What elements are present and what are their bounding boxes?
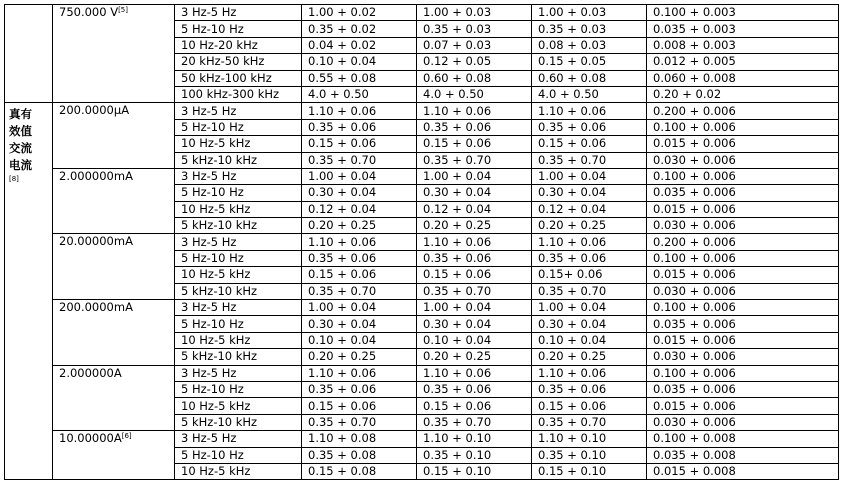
range-label: 2.000000A [59, 365, 122, 380]
temp-coefficient-cell: 0.035 + 0.008 [647, 447, 839, 463]
temp-coefficient-cell: 0.015 + 0.006 [647, 267, 839, 283]
accuracy-1y-cell: 0.35 + 0.70 [532, 283, 647, 299]
table-row [5, 365, 839, 381]
accuracy-24h-cell: 1.00 + 0.04 [302, 168, 417, 184]
accuracy-90d-cell: 0.20 + 0.25 [417, 349, 532, 365]
accuracy-1y-cell: 1.10 + 0.06 [532, 103, 647, 119]
frequency-cell: 5 Hz-10 Hz [175, 447, 302, 463]
accuracy-24h-cell: 0.12 + 0.04 [302, 201, 417, 217]
accuracy-90d-cell: 1.00 + 0.04 [417, 300, 532, 316]
frequency-cell: 3 Hz-5 Hz [175, 234, 302, 250]
accuracy-90d-cell: 1.10 + 0.06 [417, 365, 532, 381]
frequency-cell: 5 kHz-10 kHz [175, 218, 302, 234]
temp-coefficient-cell: 0.060 + 0.008 [647, 70, 839, 86]
accuracy-90d-cell: 0.12 + 0.05 [417, 54, 532, 70]
accuracy-90d-cell: 0.12 + 0.04 [417, 201, 532, 217]
accuracy-90d-cell: 0.15 + 0.06 [417, 398, 532, 414]
category-label-line: 效值 [9, 124, 32, 139]
frequency-cell: 10 Hz-20 kHz [175, 37, 302, 53]
accuracy-24h-cell: 0.10 + 0.04 [302, 332, 417, 348]
accuracy-1y-cell: 0.08 + 0.03 [532, 37, 647, 53]
accuracy-1y-cell: 0.35 + 0.10 [532, 447, 647, 463]
temp-coefficient-cell: 0.035 + 0.006 [647, 381, 839, 397]
accuracy-24h-cell: 0.15 + 0.06 [302, 136, 417, 152]
frequency-cell: 10 Hz-5 kHz [175, 267, 302, 283]
accuracy-1y-cell: 0.35 + 0.70 [532, 414, 647, 430]
temp-coefficient-cell: 0.100 + 0.003 [647, 5, 839, 21]
accuracy-1y-cell: 1.10 + 0.10 [532, 431, 647, 447]
accuracy-90d-cell: 0.07 + 0.03 [417, 37, 532, 53]
accuracy-1y-cell: 0.30 + 0.04 [532, 316, 647, 332]
range-cell [53, 431, 175, 480]
category-cell-blank [5, 5, 53, 103]
accuracy-1y-cell: 0.35 + 0.06 [532, 250, 647, 266]
frequency-cell: 5 Hz-10 Hz [175, 316, 302, 332]
table-row [5, 103, 839, 119]
accuracy-1y-cell: 1.10 + 0.06 [532, 234, 647, 250]
accuracy-90d-cell: 0.35 + 0.10 [417, 447, 532, 463]
accuracy-24h-cell: 1.10 + 0.08 [302, 431, 417, 447]
range-cell [53, 300, 175, 366]
accuracy-90d-cell: 0.35 + 0.70 [417, 414, 532, 430]
temp-coefficient-cell: 0.015 + 0.006 [647, 136, 839, 152]
accuracy-24h-cell: 0.35 + 0.06 [302, 119, 417, 135]
accuracy-1y-cell: 0.30 + 0.04 [532, 185, 647, 201]
temp-coefficient-cell: 0.015 + 0.006 [647, 201, 839, 217]
accuracy-24h-cell: 0.10 + 0.04 [302, 54, 417, 70]
accuracy-24h-cell: 0.35 + 0.70 [302, 414, 417, 430]
table-row [5, 431, 839, 447]
accuracy-90d-cell: 0.60 + 0.08 [417, 70, 532, 86]
range-cell [53, 234, 175, 300]
table-row [5, 5, 839, 21]
temp-coefficient-cell: 0.030 + 0.006 [647, 349, 839, 365]
accuracy-90d-cell: 1.10 + 0.06 [417, 234, 532, 250]
accuracy-90d-cell: 1.10 + 0.06 [417, 103, 532, 119]
frequency-cell: 5 Hz-10 Hz [175, 185, 302, 201]
accuracy-90d-cell: 0.15 + 0.06 [417, 267, 532, 283]
range-label: 750.000 V [59, 5, 119, 19]
temp-coefficient-cell: 0.200 + 0.006 [647, 234, 839, 250]
accuracy-90d-cell: 0.15 + 0.10 [417, 463, 532, 479]
accuracy-24h-cell: 0.20 + 0.25 [302, 349, 417, 365]
range-label: 200.0000μA [59, 103, 130, 118]
accuracy-24h-cell: 1.00 + 0.02 [302, 5, 417, 21]
temp-coefficient-cell: 0.030 + 0.006 [647, 414, 839, 430]
temp-coefficient-cell: 0.100 + 0.006 [647, 300, 839, 316]
frequency-cell: 5 Hz-10 Hz [175, 119, 302, 135]
frequency-cell: 10 Hz-5 kHz [175, 136, 302, 152]
accuracy-1y-cell: 1.00 + 0.03 [532, 5, 647, 21]
accuracy-90d-cell: 0.35 + 0.70 [417, 152, 532, 168]
accuracy-1y-cell: 0.15 + 0.06 [532, 136, 647, 152]
frequency-cell: 3 Hz-5 Hz [175, 431, 302, 447]
accuracy-24h-cell: 0.35 + 0.06 [302, 250, 417, 266]
range-cell [53, 103, 175, 169]
range-cell [53, 5, 175, 103]
accuracy-24h-cell: 0.55 + 0.08 [302, 70, 417, 86]
temp-coefficient-cell: 0.100 + 0.008 [647, 431, 839, 447]
accuracy-1y-cell: 1.00 + 0.04 [532, 300, 647, 316]
accuracy-1y-cell: 1.10 + 0.06 [532, 365, 647, 381]
temp-coefficient-cell: 0.035 + 0.003 [647, 21, 839, 37]
frequency-cell: 10 Hz-5 kHz [175, 201, 302, 217]
category-cell [5, 103, 53, 480]
accuracy-1y-cell: 0.15 + 0.06 [532, 398, 647, 414]
frequency-cell: 100 kHz-300 kHz [175, 86, 302, 102]
frequency-cell: 3 Hz-5 Hz [175, 300, 302, 316]
accuracy-24h-cell: 0.30 + 0.04 [302, 316, 417, 332]
temp-coefficient-cell: 0.100 + 0.006 [647, 168, 839, 184]
category-label-line: 电流 [9, 158, 32, 173]
accuracy-1y-cell: 0.35 + 0.70 [532, 152, 647, 168]
temp-coefficient-cell: 0.012 + 0.005 [647, 54, 839, 70]
accuracy-24h-cell: 0.04 + 0.02 [302, 37, 417, 53]
accuracy-90d-cell: 0.35 + 0.70 [417, 283, 532, 299]
accuracy-24h-cell: 0.35 + 0.02 [302, 21, 417, 37]
temp-coefficient-cell: 0.015 + 0.008 [647, 463, 839, 479]
temp-coefficient-cell: 0.100 + 0.006 [647, 365, 839, 381]
accuracy-1y-cell: 0.20 + 0.25 [532, 218, 647, 234]
category-footnote: [8] [9, 175, 19, 184]
frequency-cell: 5 Hz-10 Hz [175, 381, 302, 397]
accuracy-24h-cell: 0.35 + 0.06 [302, 381, 417, 397]
accuracy-24h-cell: 0.35 + 0.70 [302, 283, 417, 299]
accuracy-1y-cell: 0.35 + 0.03 [532, 21, 647, 37]
frequency-cell: 3 Hz-5 Hz [175, 103, 302, 119]
temp-coefficient-cell: 0.035 + 0.006 [647, 316, 839, 332]
range-label: 20.00000mA [59, 234, 133, 249]
temp-coefficient-cell: 0.015 + 0.006 [647, 332, 839, 348]
accuracy-24h-cell: 0.15 + 0.06 [302, 398, 417, 414]
range-footnote: [6] [121, 432, 132, 441]
accuracy-24h-cell: 0.35 + 0.08 [302, 447, 417, 463]
accuracy-1y-cell: 0.10 + 0.04 [532, 332, 647, 348]
temp-coefficient-cell: 0.035 + 0.006 [647, 185, 839, 201]
temp-coefficient-cell: 0.20 + 0.02 [647, 86, 839, 102]
range-cell [53, 365, 175, 431]
accuracy-90d-cell: 1.00 + 0.04 [417, 168, 532, 184]
table-row [5, 300, 839, 316]
category-label-line: 交流 [9, 141, 32, 156]
accuracy-24h-cell: 1.10 + 0.06 [302, 234, 417, 250]
frequency-cell: 50 kHz-100 kHz [175, 70, 302, 86]
frequency-cell: 5 kHz-10 kHz [175, 349, 302, 365]
accuracy-90d-cell: 0.15 + 0.06 [417, 136, 532, 152]
frequency-cell: 10 Hz-5 kHz [175, 332, 302, 348]
accuracy-24h-cell: 0.30 + 0.04 [302, 185, 417, 201]
accuracy-1y-cell: 1.00 + 0.04 [532, 168, 647, 184]
accuracy-90d-cell: 0.10 + 0.04 [417, 332, 532, 348]
temp-coefficient-cell: 0.015 + 0.006 [647, 398, 839, 414]
spec-table-body [5, 5, 839, 480]
accuracy-24h-cell: 0.15 + 0.06 [302, 267, 417, 283]
temp-coefficient-cell: 0.008 + 0.003 [647, 37, 839, 53]
frequency-cell: 10 Hz-5 kHz [175, 398, 302, 414]
accuracy-90d-cell: 0.20 + 0.25 [417, 218, 532, 234]
accuracy-1y-cell: 0.12 + 0.04 [532, 201, 647, 217]
temp-coefficient-cell: 0.100 + 0.006 [647, 250, 839, 266]
accuracy-24h-cell: 1.00 + 0.04 [302, 300, 417, 316]
accuracy-1y-cell: 0.35 + 0.06 [532, 381, 647, 397]
frequency-cell: 5 kHz-10 kHz [175, 414, 302, 430]
frequency-cell: 3 Hz-5 Hz [175, 5, 302, 21]
frequency-cell: 5 Hz-10 Hz [175, 250, 302, 266]
range-label: 200.0000mA [59, 300, 133, 315]
accuracy-90d-cell: 0.35 + 0.03 [417, 21, 532, 37]
accuracy-1y-cell: 0.60 + 0.08 [532, 70, 647, 86]
frequency-cell: 5 Hz-10 Hz [175, 21, 302, 37]
temp-coefficient-cell: 0.030 + 0.006 [647, 283, 839, 299]
spec-table [4, 4, 839, 480]
range-footnote: [5] [118, 6, 128, 14]
accuracy-90d-cell: 0.35 + 0.06 [417, 250, 532, 266]
accuracy-24h-cell: 4.0 + 0.50 [302, 86, 417, 102]
table-row [5, 234, 839, 250]
range-label: 2.000000mA [59, 168, 133, 183]
accuracy-24h-cell: 1.10 + 0.06 [302, 103, 417, 119]
frequency-cell: 10 Hz-5 kHz [175, 463, 302, 479]
accuracy-90d-cell: 0.35 + 0.06 [417, 119, 532, 135]
accuracy-1y-cell: 0.15 + 0.10 [532, 463, 647, 479]
accuracy-24h-cell: 1.10 + 0.06 [302, 365, 417, 381]
frequency-cell: 3 Hz-5 Hz [175, 365, 302, 381]
frequency-cell: 3 Hz-5 Hz [175, 168, 302, 184]
accuracy-24h-cell: 0.20 + 0.25 [302, 218, 417, 234]
temp-coefficient-cell: 0.200 + 0.006 [647, 103, 839, 119]
accuracy-1y-cell: 0.15+ 0.06 [532, 267, 647, 283]
category-label-line: 真有 [9, 107, 32, 122]
accuracy-90d-cell: 1.00 + 0.03 [417, 5, 532, 21]
accuracy-1y-cell: 0.15 + 0.05 [532, 54, 647, 70]
range-label: 10.00000A [59, 431, 122, 446]
range-cell [53, 168, 175, 234]
temp-coefficient-cell: 0.030 + 0.006 [647, 218, 839, 234]
temp-coefficient-cell: 0.030 + 0.006 [647, 152, 839, 168]
accuracy-90d-cell: 4.0 + 0.50 [417, 86, 532, 102]
table-row [5, 168, 839, 184]
temp-coefficient-cell: 0.100 + 0.006 [647, 119, 839, 135]
frequency-cell: 5 kHz-10 kHz [175, 283, 302, 299]
accuracy-1y-cell: 0.35 + 0.06 [532, 119, 647, 135]
accuracy-90d-cell: 0.35 + 0.06 [417, 381, 532, 397]
accuracy-1y-cell: 0.20 + 0.25 [532, 349, 647, 365]
accuracy-24h-cell: 0.35 + 0.70 [302, 152, 417, 168]
frequency-cell: 5 kHz-10 kHz [175, 152, 302, 168]
accuracy-1y-cell: 4.0 + 0.50 [532, 86, 647, 102]
accuracy-90d-cell: 1.10 + 0.10 [417, 431, 532, 447]
frequency-cell: 20 kHz-50 kHz [175, 54, 302, 70]
accuracy-90d-cell: 0.30 + 0.04 [417, 185, 532, 201]
accuracy-90d-cell: 0.30 + 0.04 [417, 316, 532, 332]
accuracy-24h-cell: 0.15 + 0.08 [302, 463, 417, 479]
